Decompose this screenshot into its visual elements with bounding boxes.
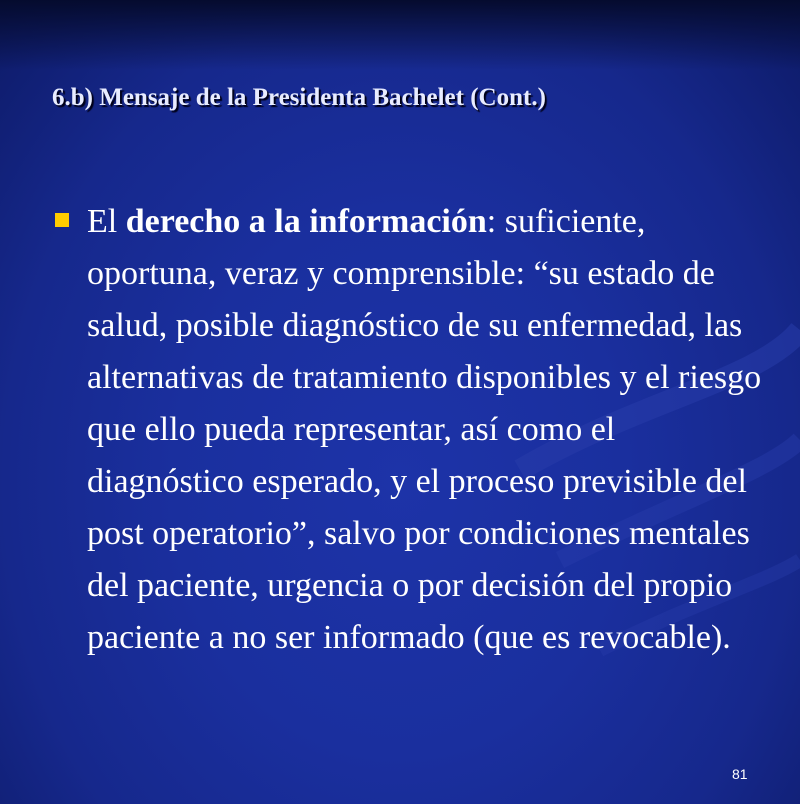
page-number: 81 — [732, 766, 748, 782]
slide-title: 6.b) Mensaje de la Presidenta Bachelet (Cont.) — [52, 84, 546, 111]
bullet-text — [87, 196, 762, 664]
bullet-rest: : suficiente, oportuna, veraz y comprensible: “su estado de salud, posible diagnóstico de su enfermedad, las alternativas de tratamiento disponibles y el riesgo que ello pueda representar, así como el diagnóstico esperado, y el proceso previsible del post operatorio”, salvo por condiciones mentales del paciente, urgencia o por decisión del propio paciente a no ser informado (que es revocable). — [87, 203, 762, 656]
bullet-bold-phrase: derecho a la información — [125, 203, 487, 240]
bullet-item — [52, 196, 762, 664]
top-shade — [0, 0, 800, 70]
bullet-square-icon — [55, 213, 69, 227]
bullet-prefix: El — [87, 203, 126, 240]
